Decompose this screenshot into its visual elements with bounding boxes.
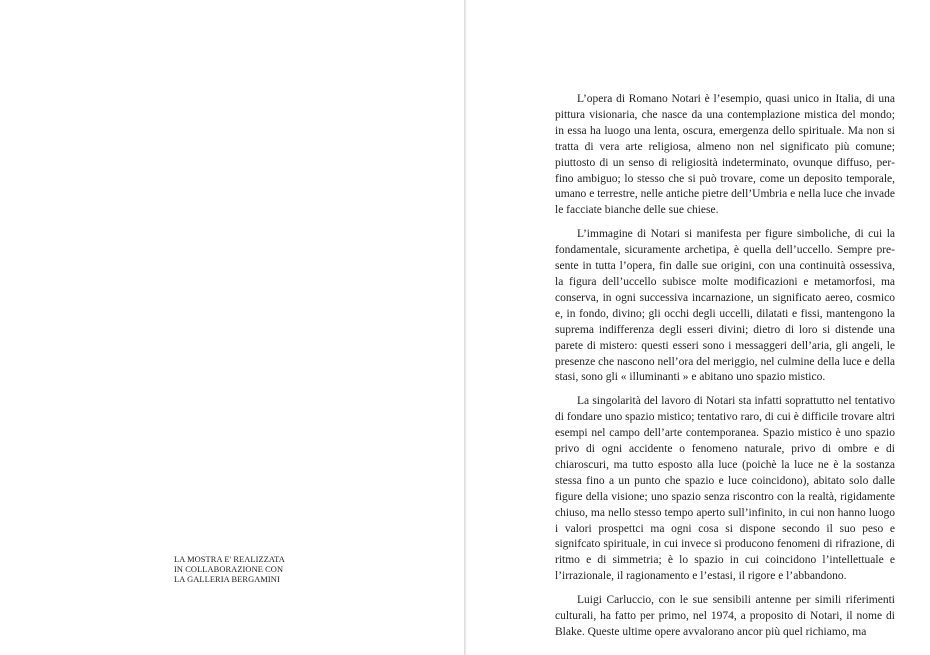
- paragraph: Luigi Carluccio, con le sue sensibili antenne per simili riferimenti culturali, ha fatto per primo, nel 1974, a proposito di Notari, il nome di Blake. Queste ultime opere avvalorano ancor più quel richiamo, ma: [555, 594, 895, 638]
- paragraph: La singolarità del lavoro di Notari sta infatti soprattutto nel tentativo di fondare uno spazio mistico; tentativo raro, di cui è difficile trovare altri esempi nel campo dell’arte contemporanea. Spazio mistico è uno spazio privo di ogni accidente o fenomeno naturale, privo di ombre e di chiaroscuri, ma tutto esposto alla luce (poichè la luce ne è la sostanza stessa fino a un punto che spazio e luce coincidono), abitato solo dalle figure della visione; uno spazio senza riscontro con la realtà, rigidamente chiuso, ma nello stesso tempo aperto sull’infinito, in cui non hanno luogo i valori prospettci ma ogni cosa si dispone secondo il suo peso e signifcato spirituale, in cui invece si producono fenomeni di rifrazione, di ritmo e di simmetria; è lo spazio in cui coincidono l’intellettuale e l’irrazionale, il ragionamento e l’estasi, il rigore e l’abbandono.: [555, 395, 895, 583]
- colophon: [174, 555, 294, 585]
- body-text: [555, 92, 895, 649]
- colophon-line: LA GALLERIA BERGAMINI: [174, 575, 280, 584]
- paragraph: L’opera di Romano Notari è l’esempio, quasi unico in Italia, di una pittura visionaria, che nasce da una contemplazione mistica del mondo; in essa ha luogo una lenta, oscura, emergenza dello spirituale. Ma non si tratta di vera arte religiosa, almeno non nel significato più comune; piuttosto di un senso di religiosità indeterminato, ovunque diffuso, perfino ambiguo; lo stesso che si può trovare, come un deposito temporale, umano e terrestre, nelle antiche pietre dell’Umbria e nella luce che invade le facciate bianche delle sue chiese.: [555, 93, 895, 217]
- right-page: [467, 0, 930, 655]
- colophon-line: IN COLLABORAZIONE CON: [174, 565, 284, 574]
- paragraph: L’immagine di Notari si manifesta per figure simboliche, di cui la fondamentale, sicuramente archetipa, è quella dell’uccello. Sempre presente in tutta l’opera, fin dalle sue origini, con una continuità ossessiva, la figura dell’uccello subisce molte modificazioni e metamorfosi, ma conserva, in ogni successiva incarnazione, un significato aereo, cosmico e, in fondo, divino; gli occhi degli uccelli, dilatati e fissi, mantengono la suprema indifferenza degli esseri divini; dietro di loro si distende una parete di mistero: questi esseri sono i messaggeri dell’aria, gli angeli, le presenze che nascono nell’ora del meriggio, nel culmine della luce e della stasi, sono gli « illuminanti » e abitano uno spazio mistico.: [555, 228, 895, 384]
- colophon-line: LA MOSTRA E' REALIZZATA: [174, 555, 285, 564]
